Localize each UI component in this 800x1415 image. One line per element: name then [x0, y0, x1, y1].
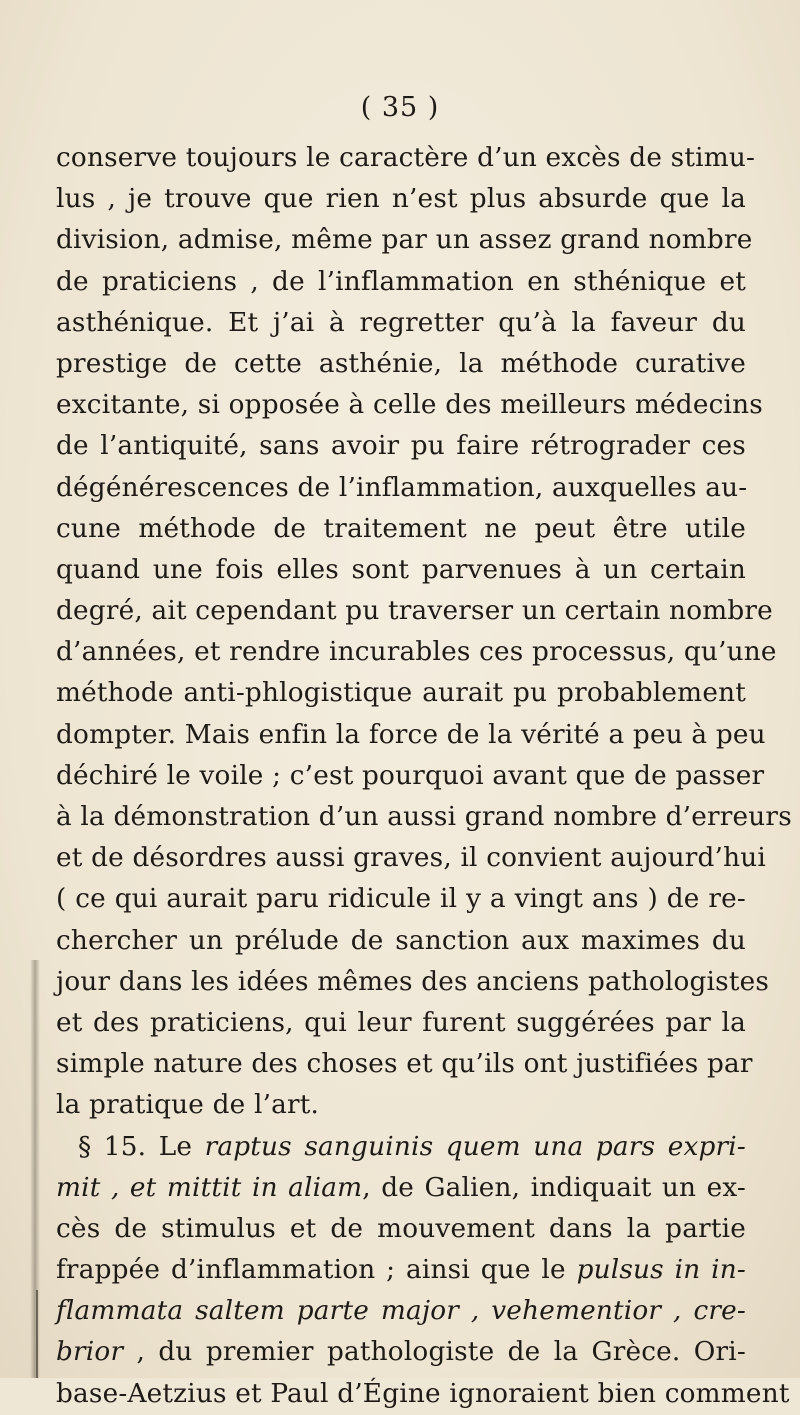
- latin-quote: pulsus in in-: [576, 1255, 746, 1286]
- text-line: lus , je trouve que rien n’est plus absurde que la: [56, 184, 746, 215]
- section-line: [56, 1332, 746, 1373]
- text-line: d’années, et rendre incurables ces processus, qu’une: [56, 637, 777, 668]
- text-line: asthénique. Et j’ai à regretter qu’à la faveur du: [56, 307, 746, 338]
- section-line: [56, 1291, 746, 1332]
- text-line: à la démonstration d’un aussi grand nombre d’erreurs: [56, 802, 792, 832]
- section-line: [56, 1250, 746, 1291]
- text-line: excitante, si opposée à celle des meilleurs médecins: [56, 390, 763, 421]
- section-line: base-Aetzius et Paul d’Égine ignoraient bien comment: [56, 1378, 790, 1409]
- text-line: déchiré le voile ; c’est pourquoi avant que de passer: [56, 760, 765, 791]
- text-fragment: , du premier pathologiste de la Grèce. Ori-: [123, 1337, 746, 1368]
- latin-quote: flammata saltem parte major , vehementior , cre-: [56, 1296, 746, 1327]
- text-line: dompter. Mais enfin la force de la vérité a peu à peu: [56, 719, 766, 750]
- text-line: prestige de cette asthénie, la méthode curative: [56, 348, 746, 379]
- binding-shadow: [30, 960, 40, 1378]
- section-line: cès de stimulus et de mouvement dans la partie: [56, 1213, 746, 1244]
- page-number: ( 35 ): [360, 92, 440, 123]
- text-line: quand une fois elles sont parvenues à un certain: [56, 554, 746, 585]
- text-line: conserve toujours le caractère d’un excès de stimu-: [56, 143, 756, 173]
- section-line: [56, 1127, 746, 1168]
- latin-quote: brior: [56, 1337, 124, 1368]
- latin-quote: raptus sanguinis quem una pars expri-: [204, 1131, 747, 1162]
- text-line: ( ce qui aurait paru ridicule il y a vingt ans ) de re-: [56, 884, 746, 915]
- text-line: de l’antiquité, sans avoir pu faire rétrograder ces: [56, 431, 746, 462]
- text-line: et des praticiens, qui leur furent suggérées par la: [56, 1007, 746, 1038]
- text-line: division, admise, même par un assez grand nombre: [56, 225, 753, 256]
- text-line: et de désordres aussi graves, il convient aujourd’hui: [56, 843, 766, 874]
- body-text: [56, 138, 792, 1415]
- text-line: de praticiens , de l’inflammation en sthénique et: [56, 266, 746, 297]
- text-line: la pratique de l’art.: [56, 1090, 320, 1121]
- section-mark: § 15. Le: [78, 1131, 205, 1162]
- text-fragment: frappée d’inflammation ; ainsi que le: [56, 1255, 577, 1286]
- text-line: chercher un prélude de sanction aux maximes du: [56, 925, 746, 956]
- text-line: cune méthode de traitement ne peut être utile: [56, 513, 746, 544]
- text-fragment: , de Galien, indiquait un ex-: [362, 1172, 746, 1203]
- binding-rule: [36, 1290, 38, 1378]
- section-line: [56, 1168, 746, 1209]
- text-line: simple nature des choses et qu’ils ont justifiées par: [56, 1049, 753, 1080]
- latin-quote: mit , et mittit in aliam: [56, 1172, 363, 1203]
- text-line: jour dans les idées mêmes des anciens pathologistes: [56, 966, 770, 997]
- text-line: degré, ait cependant pu traverser un certain nombre: [56, 596, 773, 627]
- text-line: méthode anti-phlogistique aurait pu probablement: [56, 678, 746, 709]
- text-line: dégénérescences de l’inflammation, auxquelles au-: [56, 472, 748, 503]
